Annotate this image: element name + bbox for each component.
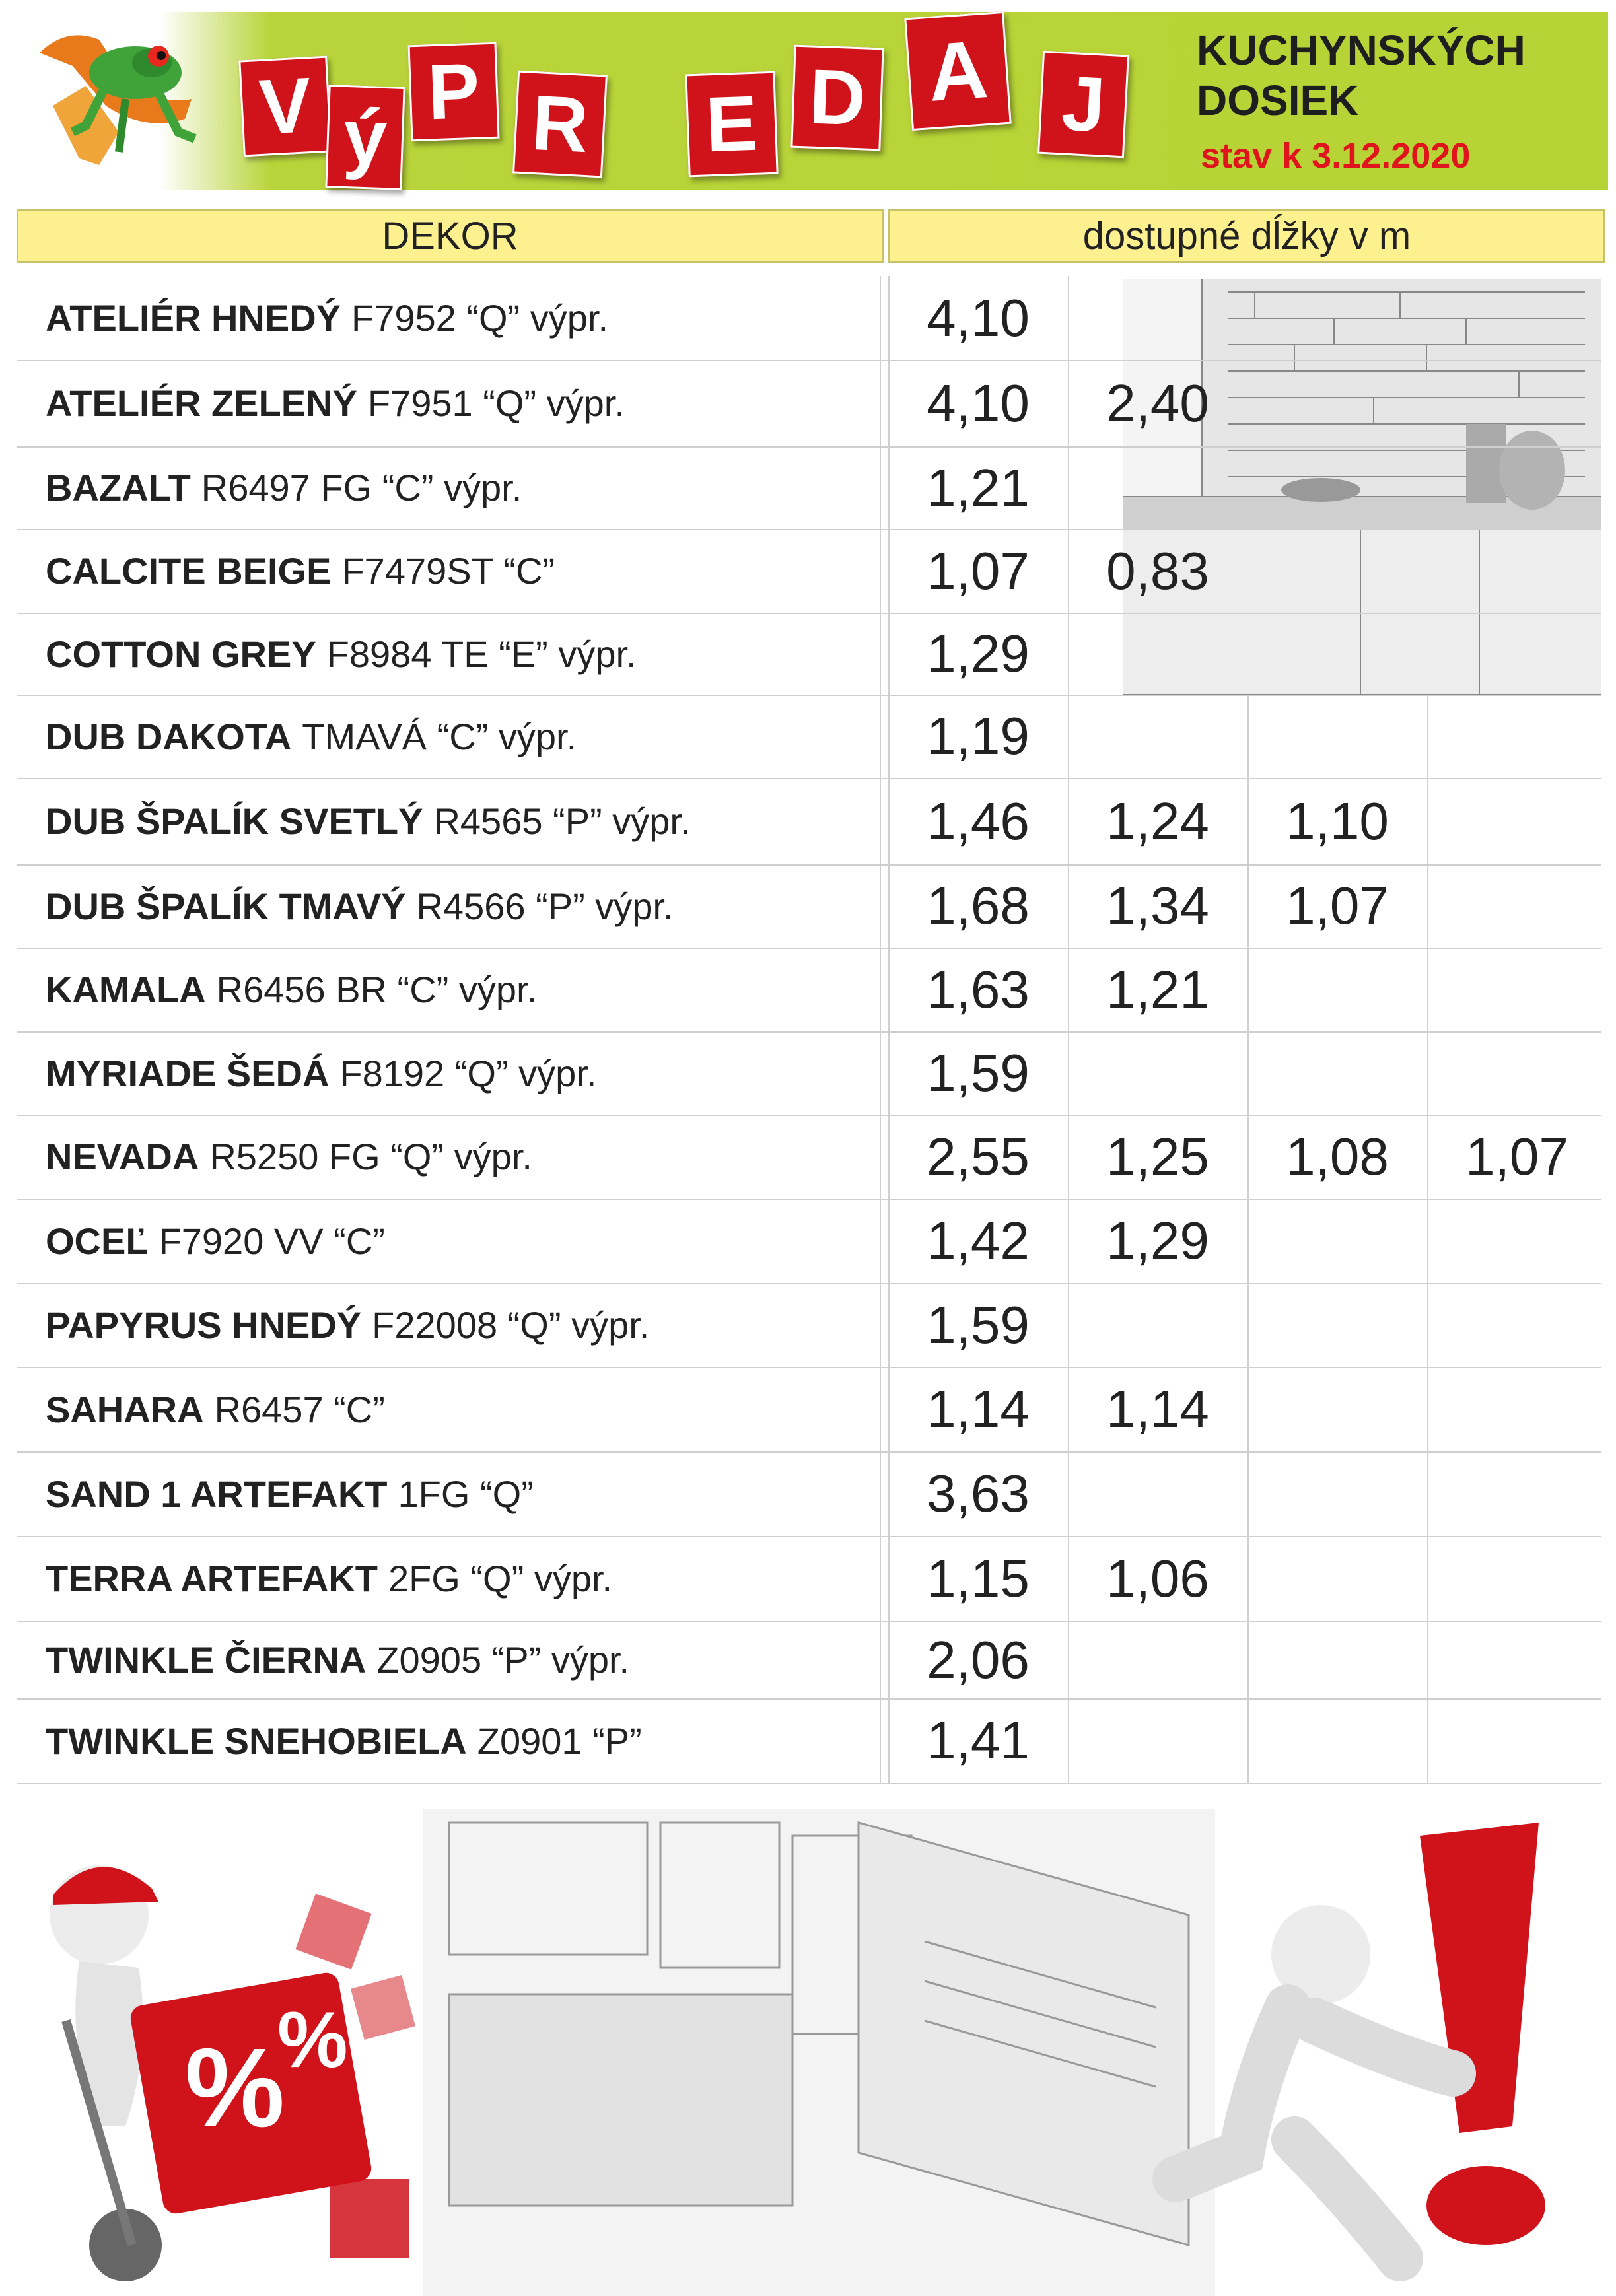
- length-value: 1,34: [1106, 876, 1209, 935]
- subtitle-line: DOSIEK: [1197, 77, 1359, 124]
- table-row: [17, 695, 1601, 779]
- dekor-code: R6457 “C”: [214, 1388, 385, 1430]
- table-row: [17, 1536, 1601, 1622]
- table-row: [17, 864, 1601, 949]
- dekor-code: R4565 “P” výpr.: [433, 800, 691, 842]
- length-value: 1,25: [1106, 1127, 1209, 1186]
- length-value: 0,83: [1106, 541, 1209, 600]
- dekor-name: [17, 695, 882, 778]
- dekor-name-bold: COTTON GREY: [46, 633, 316, 675]
- table-row: [17, 1283, 1601, 1368]
- dekor-name-bold: ATELIÉR ZELENÝ: [46, 382, 357, 424]
- grid-line: [1068, 276, 1069, 1783]
- length-value: 1,19: [927, 707, 1030, 765]
- dekor-name: [17, 276, 882, 360]
- length-value: 1,59: [927, 1043, 1030, 1102]
- subtitle-line: KUCHYNSKÝCH: [1197, 26, 1526, 74]
- table-row: [17, 613, 1601, 696]
- table-row: [17, 1367, 1601, 1453]
- length-value: 2,40: [1106, 373, 1209, 433]
- length-value: 2,06: [927, 1630, 1030, 1689]
- table-row: [17, 1621, 1601, 1700]
- length-value: 4,10: [927, 288, 1030, 347]
- dekor-name: [17, 529, 882, 613]
- title-letter: P: [407, 42, 499, 142]
- dekor-name-bold: TWINKLE SNEHOBIELA: [46, 1720, 467, 1762]
- dekor-name-bold: NEVADA: [46, 1136, 199, 1177]
- dekor-code: Z0905 “P” výpr.: [376, 1639, 630, 1681]
- dekor-code: F7951 “Q” výpr.: [367, 382, 625, 424]
- length-value: 1,07: [1286, 876, 1389, 935]
- dekor-name: [17, 1451, 882, 1536]
- dekor-code: F7479ST “C”: [341, 550, 555, 592]
- dekor-name: [17, 1536, 882, 1621]
- dekor-name-bold: CALCITE BEIGE: [46, 550, 332, 592]
- dekor-name: [17, 864, 882, 948]
- table-row: [17, 1698, 1601, 1784]
- dekor-name: [17, 1367, 882, 1451]
- title-letter: ý: [325, 85, 405, 190]
- grid-line: [1427, 695, 1428, 1783]
- length-value: 1,21: [927, 458, 1030, 517]
- dekor-name-bold: SAHARA: [46, 1388, 204, 1430]
- dekor-name: [17, 948, 882, 1031]
- dekor-name: [17, 1031, 882, 1115]
- subtitle: [1197, 25, 1526, 125]
- dekor-name: [17, 1199, 882, 1283]
- length-value: 1,24: [1106, 791, 1209, 851]
- dekor-code: R6497 FG “C” výpr.: [201, 467, 522, 508]
- length-value: 1,06: [1106, 1548, 1209, 1608]
- exclamation-icon: [1176, 1823, 1545, 2258]
- dekor-name-bold: BAZALT: [46, 467, 191, 508]
- dekor-name: [17, 613, 882, 695]
- length-value: 1,08: [1286, 1127, 1389, 1186]
- title-letter: V: [238, 56, 332, 157]
- dekor-code: R6456 BR “C” výpr.: [216, 969, 538, 1010]
- table-row: [17, 948, 1601, 1033]
- table-row: [17, 1199, 1601, 1284]
- table-row: [17, 446, 1601, 530]
- dekor-code: 2FG “Q” výpr.: [388, 1558, 613, 1599]
- percent-cart-icon: [50, 1865, 415, 2281]
- grid-line: [888, 276, 890, 1783]
- dekor-name-bold: KAMALA: [46, 969, 206, 1010]
- dekor-name: [17, 1698, 882, 1783]
- dekor-name-bold: TWINKLE ČIERNA: [46, 1639, 367, 1681]
- table-row: [17, 778, 1601, 866]
- title-letter: E: [685, 71, 778, 178]
- dekor-code: 1FG “Q”: [398, 1473, 534, 1515]
- title-letter: R: [512, 71, 608, 178]
- table-row: [17, 360, 1601, 448]
- table-row: [17, 529, 1601, 614]
- length-value: 1,14: [927, 1379, 1030, 1438]
- dekor-code: F7952 “Q” výpr.: [351, 297, 609, 339]
- dekor-name: [17, 1621, 882, 1698]
- dekor-name: [17, 446, 882, 529]
- dekor-name-bold: MYRIADE ŠEDÁ: [46, 1052, 330, 1094]
- length-value: 1,29: [927, 624, 1030, 683]
- length-value: 1,59: [927, 1295, 1030, 1354]
- title-letter: A: [904, 11, 1012, 131]
- length-value: 1,07: [927, 541, 1030, 600]
- bottom-illustration: [0, 1783, 1616, 2296]
- dekor-name-bold: DUB ŠPALÍK TMAVÝ: [46, 885, 406, 927]
- length-value: 1,10: [1286, 791, 1389, 851]
- dekor-code: R4566 “P” výpr.: [416, 885, 674, 927]
- length-value: 1,07: [1465, 1127, 1568, 1186]
- table-row: [17, 1451, 1601, 1537]
- svg-text:%: %: [185, 2025, 285, 2151]
- column-header-lengths: dostupné dĺžky v m: [888, 209, 1605, 263]
- dekor-code: R5250 FG “Q” výpr.: [209, 1136, 532, 1177]
- dekor-name-bold: SAND 1 ARTEFAKT: [46, 1473, 388, 1515]
- length-value: 1,42: [927, 1211, 1030, 1270]
- length-value: 1,15: [927, 1548, 1030, 1608]
- table-row: [17, 1115, 1601, 1200]
- title-letter: D: [790, 45, 884, 151]
- length-value: 1,68: [927, 876, 1030, 935]
- dekor-name-bold: TERRA ARTEFAKT: [46, 1558, 378, 1599]
- dekor-name-bold: OCEĽ: [46, 1220, 149, 1262]
- length-value: 4,10: [927, 373, 1030, 433]
- length-value: 1,46: [927, 791, 1030, 851]
- title-letter: J: [1037, 51, 1129, 158]
- dekor-code: Z0901 “P”: [477, 1720, 642, 1762]
- length-value: 1,14: [1106, 1379, 1209, 1438]
- dekor-name-bold: PAPYRUS HNEDÝ: [46, 1304, 362, 1346]
- length-value: 1,63: [927, 959, 1030, 1019]
- length-value: 1,21: [1106, 959, 1209, 1019]
- dekor-code: F8192 “Q” výpr.: [339, 1052, 597, 1094]
- dekor-name-bold: DUB ŠPALÍK SVETLÝ: [46, 800, 423, 842]
- length-value: 1,41: [927, 1711, 1030, 1770]
- table-row: [17, 1031, 1601, 1116]
- dekor-name: [17, 1283, 882, 1367]
- length-value: 2,55: [927, 1127, 1030, 1186]
- dekor-name: [17, 360, 882, 446]
- dekor-code: F8984 TE “E” výpr.: [326, 633, 637, 675]
- grid-line: [880, 276, 881, 1783]
- dekor-code: F22008 “Q” výpr.: [372, 1304, 650, 1346]
- table-row: [17, 276, 1601, 361]
- length-value: 1,29: [1106, 1211, 1209, 1270]
- date-stamp: stav k 3.12.2020: [1201, 136, 1471, 176]
- length-value: 3,63: [927, 1464, 1030, 1523]
- dekor-name: [17, 1115, 882, 1199]
- dekor-name: [17, 778, 882, 864]
- dekor-code: TMAVÁ “C” výpr.: [302, 715, 577, 757]
- grid-line: [1247, 695, 1249, 1783]
- dekor-code: F7920 VV “C”: [158, 1220, 385, 1262]
- frog-logo-icon: [26, 26, 205, 178]
- dekor-name-bold: ATELIÉR HNEDÝ: [46, 297, 341, 339]
- dekor-name-bold: DUB DAKOTA: [46, 715, 292, 757]
- svg-text:%: %: [277, 1996, 348, 2084]
- column-header-dekor: DEKOR: [17, 209, 884, 263]
